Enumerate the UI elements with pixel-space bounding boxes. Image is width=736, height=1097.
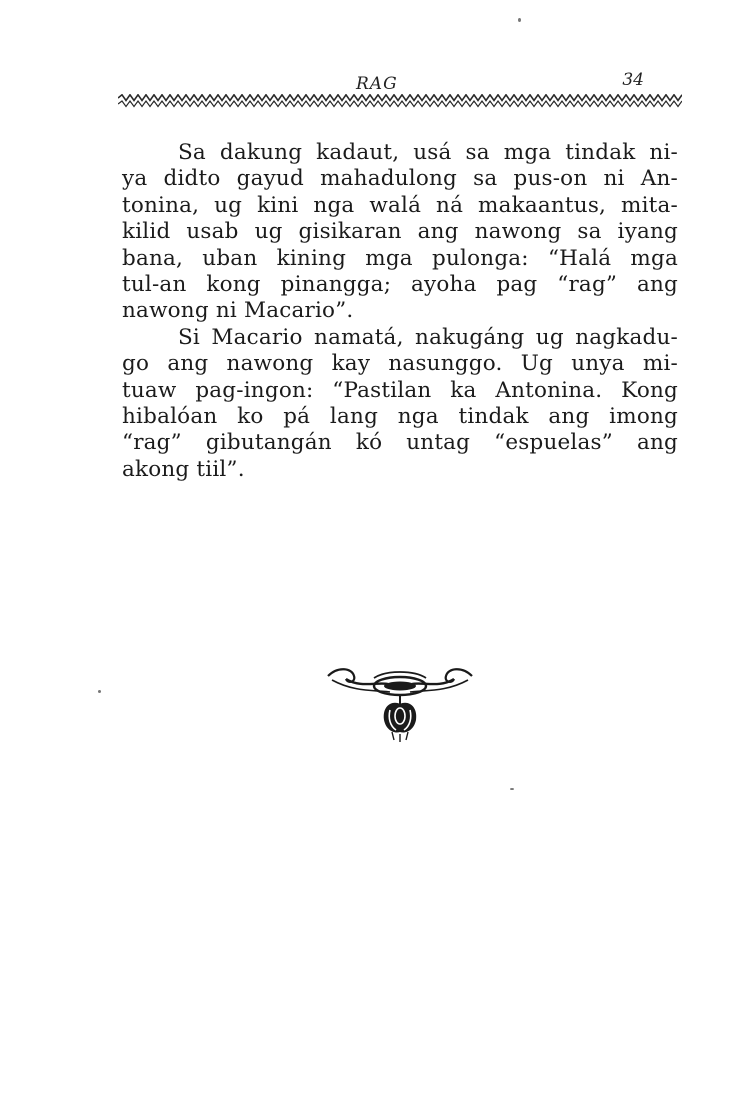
wavy-rule-divider bbox=[118, 94, 682, 108]
running-head bbox=[120, 70, 680, 94]
text-line: akong tiil”. bbox=[122, 456, 245, 482]
text-line: tuaw pag-ingon: “Pastilan ka Antonina. Kong bbox=[122, 377, 678, 403]
page-number: 34 bbox=[622, 70, 644, 90]
text-line: bana, uban kining mga pulonga: “Halá mga bbox=[122, 245, 678, 271]
text-line: ya didto gayud mahadulong sa pus-on ni An- bbox=[122, 166, 678, 192]
running-title: RAG bbox=[356, 74, 398, 94]
text-line: nawong ni Macario”. bbox=[122, 298, 354, 324]
floral-tailpiece-icon bbox=[324, 662, 476, 746]
body-text bbox=[122, 140, 678, 483]
text-line: kilid usab ug gisikaran ang nawong sa iyang bbox=[122, 219, 678, 245]
text-line: go ang nawong kay nasunggo. Ug unya mi- bbox=[122, 351, 678, 377]
text-line: Si Macario namatá, nakugáng ug nagkadu- bbox=[178, 324, 678, 350]
print-speck bbox=[518, 18, 521, 22]
text-line: Sa dakung kadaut, usá sa mga tindak ni- bbox=[178, 140, 678, 165]
text-line: tul-an kong pinangga; ayoha pag “rag” ang bbox=[122, 271, 678, 297]
print-speck bbox=[510, 788, 514, 790]
text-line: hibalóan ko pá lang nga tindak ang imong bbox=[122, 403, 678, 429]
text-line: “rag” gibutangán kó untag “espuelas” ang bbox=[122, 430, 678, 456]
print-speck bbox=[98, 690, 101, 693]
text-line: tonina, ug kini nga walá ná makaantus, mita- bbox=[122, 192, 678, 218]
